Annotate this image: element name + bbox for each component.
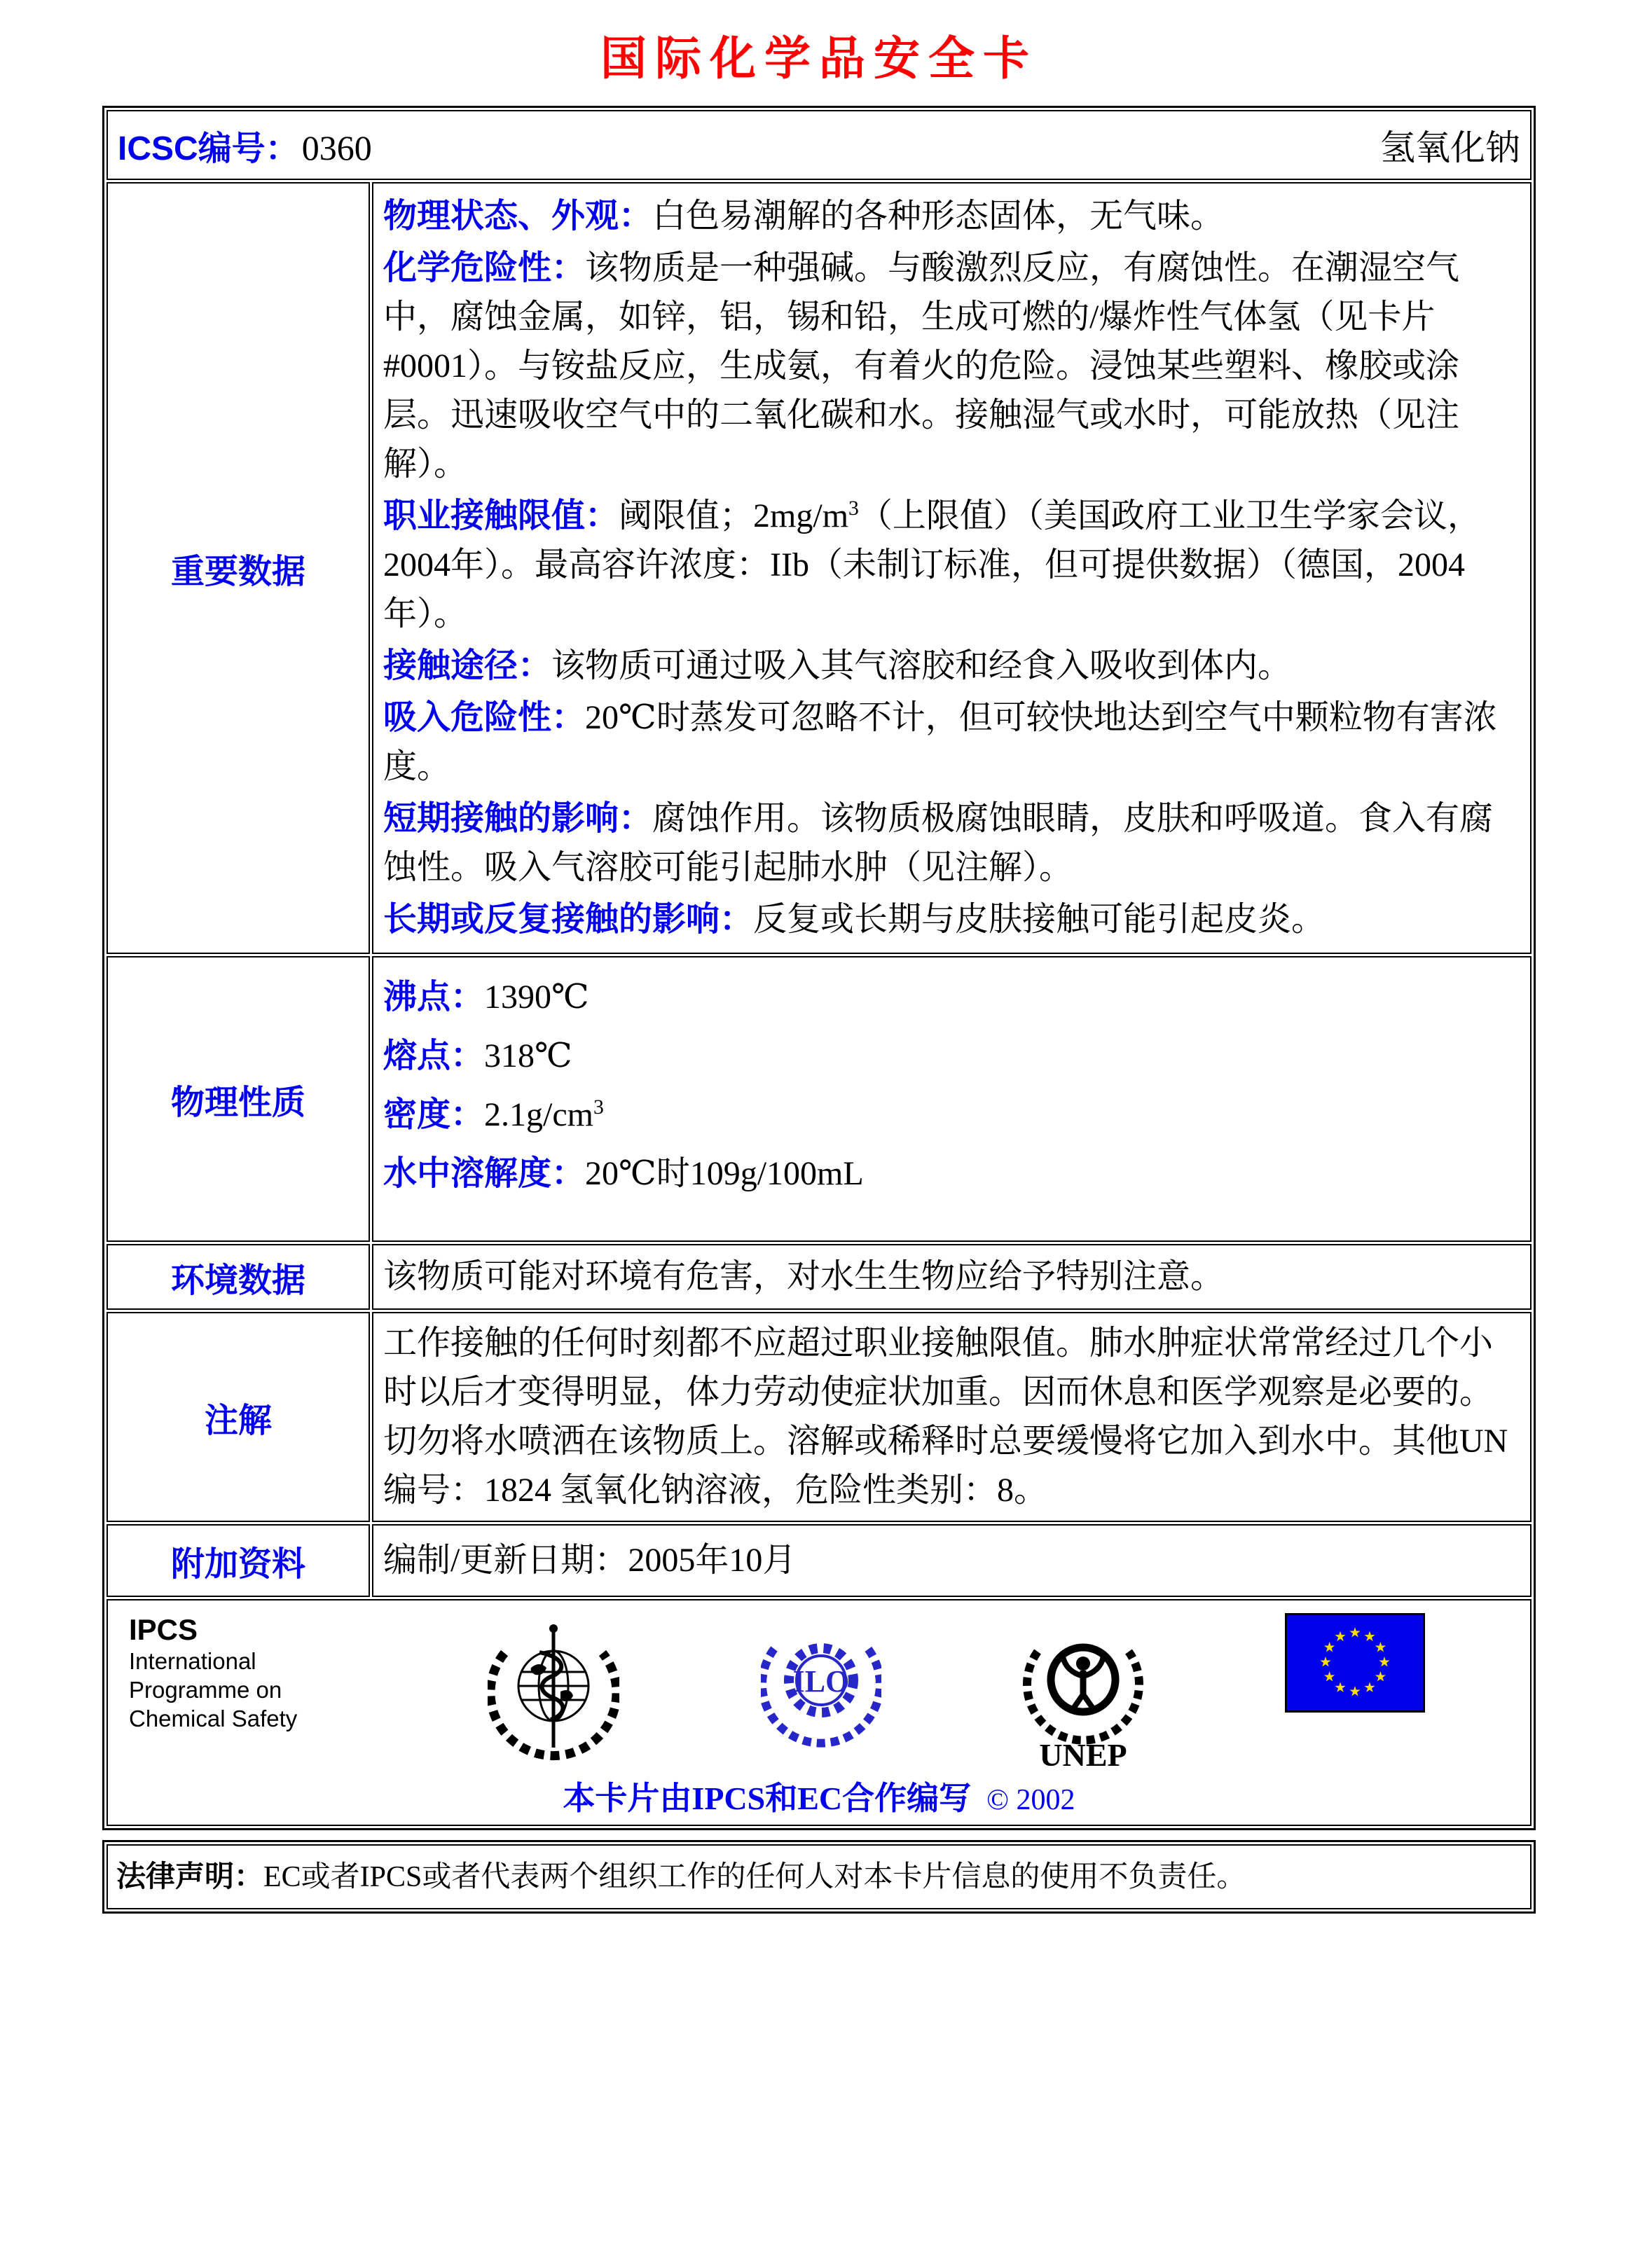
additional-info-row (106, 1524, 1532, 1597)
field-label: 熔点： (383, 1037, 485, 1074)
page-title: 国际化学品安全卡 (600, 32, 1038, 84)
field-line (383, 244, 1520, 489)
physical-properties-items (383, 973, 1520, 1198)
field-text: 反复或长期与皮肤接触可能引起皮炎。 (753, 901, 1326, 938)
field-label: 化学危险性： (383, 249, 586, 286)
notes-row-label: 注解 (106, 1312, 370, 1522)
field-line (383, 642, 1520, 691)
field-line (383, 693, 1520, 791)
field-line (383, 1032, 1520, 1081)
field-label: 吸入危险性： (383, 699, 586, 736)
important-data-row (106, 182, 1532, 954)
legal-notice-label: 法律声明： (116, 1860, 264, 1893)
environmental-data-row (106, 1244, 1532, 1310)
chemical-name: 氢氧化钠 (1380, 128, 1520, 167)
field-text: 318℃ (484, 1037, 572, 1074)
legal-notice-text: EC或者IPCS或者代表两个组织工作的任何人对本卡片信息的使用不负责任。 (263, 1861, 1246, 1893)
field-label: 职业接触限值： (383, 497, 619, 534)
environmental-data-content: 该物质可能对环境有危害，对水生生物应给予特别注意。 (372, 1244, 1532, 1310)
notes-content: 工作接触的任何时刻都不应超过职业接触限值。肺水肿症状常常经过几个小时以后才变得明显，体力劳动使症状加重。因而休息和医学观察是必要的。切勿将水喷洒在该物质上。溶解或稀释时总要缓慢将它加入到水中。其他UN编号：1824 氢氧化钠溶液，危险性类别：8。 (372, 1312, 1532, 1522)
ipcs-text-block (129, 1613, 346, 1733)
field-line (383, 895, 1520, 944)
header-row (106, 110, 1532, 180)
icsc-number-group (118, 121, 372, 170)
field-label: 密度： (383, 1096, 485, 1133)
field-line (383, 973, 1520, 1022)
copyright-text: © 2002 (986, 1784, 1075, 1816)
ipcs-line-3: Chemical Safety (129, 1706, 298, 1731)
unep-logo (1023, 1613, 1143, 1771)
superscript: 3 (848, 497, 859, 520)
ilo-logo-text: ILO (792, 1664, 850, 1699)
field-label: 短期接触的影响： (383, 800, 653, 837)
field-label: 物理状态、外观： (383, 198, 653, 235)
unep-logo-icon (1023, 1613, 1143, 1771)
legal-notice-row (106, 1844, 1532, 1909)
superscript: 3 (593, 1095, 604, 1119)
icsc-number-value: 0360 (301, 127, 372, 167)
physical-properties-content (372, 956, 1532, 1242)
field-line (383, 794, 1520, 892)
field-text: 20℃时蒸发可忽略不计，但可较快地达到空气中颗粒物有害浓度。 (383, 699, 1497, 785)
field-line (383, 1091, 1520, 1140)
field-label: 接触途径： (383, 647, 552, 684)
field-line (383, 492, 1520, 639)
notes-row (106, 1312, 1532, 1522)
field-text: 该物质是一种强碱。与酸激烈反应，有腐蚀性。在潮湿空气中，腐蚀金属，如锌，铝，锡和铅，生成可燃的/爆炸性气体氢（见卡片#0001）。与铵盐反应，生成氨，有着火的危险。浸蚀某些塑料、橡胶或涂层。迅速吸收空气中的二氧化碳和水。接触湿气或水时，可能放热（见注解）。 (383, 249, 1460, 483)
physical-properties-row-label: 物理性质 (106, 956, 370, 1242)
field-label: 水中溶解度： (383, 1155, 586, 1192)
legal-notice-table (102, 1840, 1536, 1914)
ipcs-line-2: Programme on (129, 1677, 282, 1703)
environmental-data-row-label: 环境数据 (106, 1244, 370, 1310)
header-cell (106, 110, 1532, 180)
ipcs-line-1: International (129, 1648, 256, 1674)
eu-flag (1285, 1613, 1425, 1713)
cooperation-caption (122, 1773, 1516, 1819)
who-logo-icon (488, 1613, 619, 1762)
additional-info-content: 编制/更新日期：2005年10月 (372, 1524, 1532, 1597)
logos-row (106, 1599, 1532, 1826)
physical-properties-row (106, 956, 1532, 1242)
field-label: 沸点： (383, 979, 485, 1016)
logos-cell (106, 1599, 1532, 1826)
unep-logo-text: UNEP (1039, 1737, 1127, 1771)
field-text: 2.1g/cm (484, 1096, 593, 1133)
field-line (383, 192, 1520, 241)
field-text: 白色易潮解的各种形态固体，无气味。 (652, 198, 1225, 235)
field-text: 阈限值；2mg/m (619, 497, 849, 534)
field-text: 1390℃ (484, 979, 589, 1016)
ipcs-acronym: IPCS (129, 1613, 198, 1646)
field-line (383, 1149, 1520, 1198)
important-data-row-label: 重要数据 (106, 182, 370, 954)
who-logo (488, 1613, 619, 1762)
organization-logos (122, 1610, 1516, 1771)
legal-notice-cell (106, 1844, 1532, 1909)
important-data-items (383, 192, 1520, 944)
ilo-logo (761, 1613, 881, 1753)
field-text: （上限值）（美国政府工业卫生学家会议，2004年）。最高容许浓度：IIb（未制订标准，但可提供数据）（德国，2004年）。 (383, 497, 1481, 632)
cooperation-caption-text: 本卡片由IPCS和EC合作编写 (563, 1780, 972, 1816)
additional-info-row-label: 附加资料 (106, 1524, 370, 1597)
field-text: 腐蚀作用。该物质极腐蚀眼睛，皮肤和呼吸道。食入有腐蚀性。吸入气溶胶可能引起肺水肿（见注解）。 (383, 800, 1494, 886)
field-text: 该物质可通过吸入其气溶胶和经食入吸收到体内。 (551, 647, 1292, 684)
eu-flag-icon (1285, 1613, 1425, 1713)
icsc-number-label: ICSC编号： (118, 130, 299, 167)
ilo-logo-icon (761, 1613, 881, 1753)
field-label: 长期或反复接触的影响： (383, 901, 754, 938)
icsc-card-table (102, 106, 1536, 1830)
field-text: 20℃时109g/100mL (585, 1155, 864, 1192)
important-data-content (372, 182, 1532, 954)
